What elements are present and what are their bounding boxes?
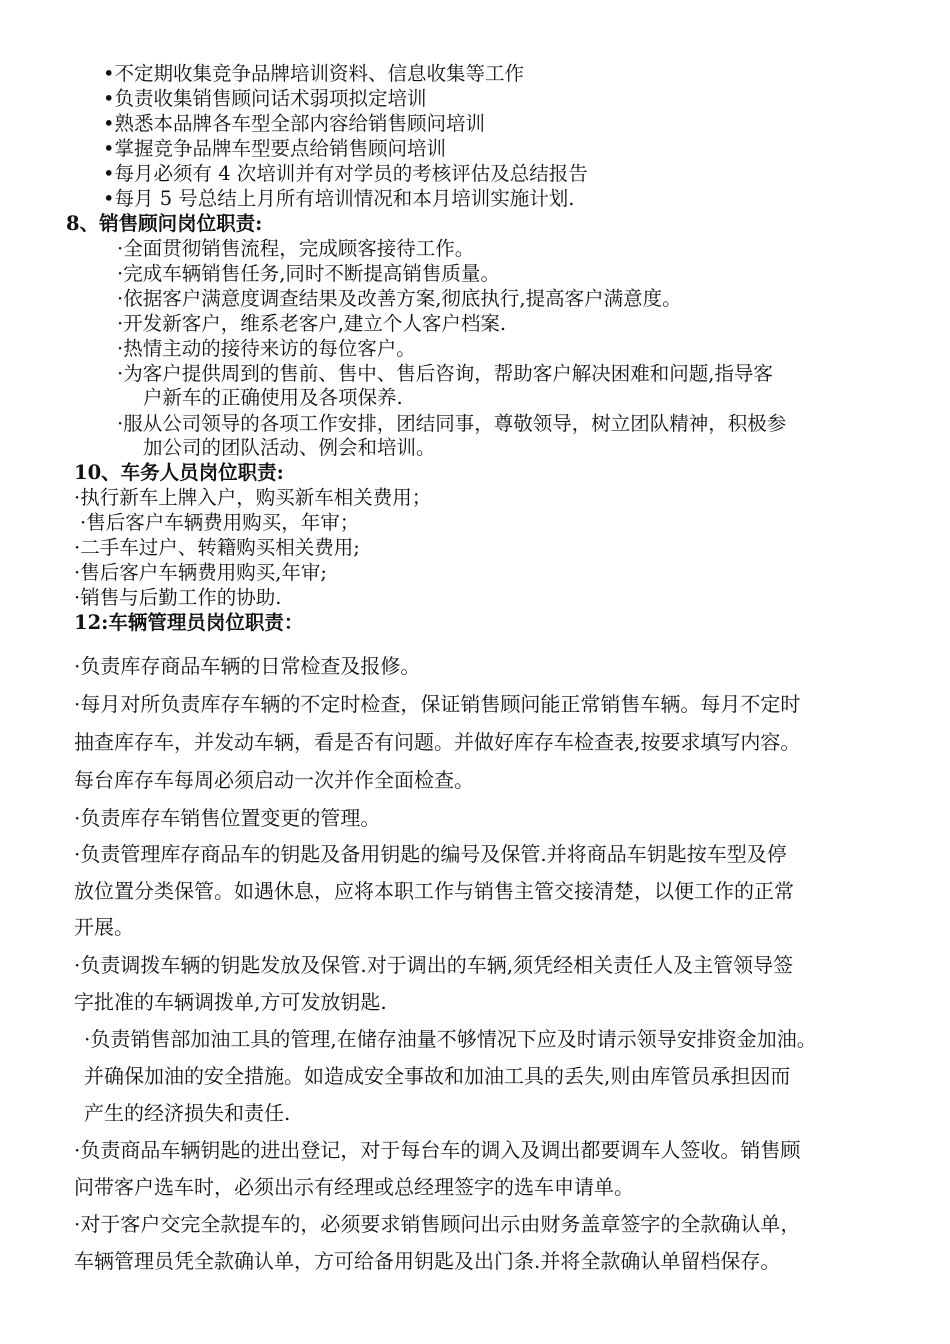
duty-line: ·售后客户车辆费用购买，年审；	[80, 511, 360, 534]
duty-line: ·热情主动的接待来访的每位客户。	[117, 337, 416, 360]
training-item: •负责收集销售顾问话术弱项拟定培训	[103, 87, 427, 110]
duty-line: ·依据客户满意度调查结果及改善方案,彻底执行,提高客户满意度。	[117, 287, 682, 310]
section-heading: 10、车务人员岗位职责:	[74, 461, 284, 484]
duty-line: ·售后客户车辆费用购买,年审;	[74, 561, 327, 584]
duty-line: ·负责商品车辆钥匙的进出登记，对于每台车的调入及调出都要调车人签收。销售顾	[74, 1138, 801, 1162]
duty-line: ·服从公司领导的各项工作安排，团结同事，尊敬领导，树立团队精神，积极参	[117, 412, 787, 435]
duty-line: 产生的经济损失和责任.	[84, 1101, 291, 1125]
training-item: •掌握竞争品牌车型要点给销售顾问培训	[103, 137, 447, 160]
duty-line: 车辆管理员凭全款确认单，方可给备用钥匙及出门条.并将全款确认单留档保存。	[74, 1249, 781, 1273]
duty-line: ·为客户提供周到的售前、售中、售后咨询，帮助客户解决困难和问题,指导客	[117, 362, 773, 385]
duty-line: ·负责管理库存商品车的钥匙及备用钥匙的编号及保管.并将商品车钥匙按车型及停	[74, 842, 787, 866]
duty-line: 问带客户选车时，必须出示有经理或总经理签字的选车申请单。	[74, 1175, 634, 1199]
section-heading: 12:车辆管理员岗位职责：	[74, 611, 304, 634]
duty-line: 字批准的车辆调拨单,方可发放钥匙.	[74, 990, 387, 1014]
duty-line: ·对于客户交完全款提车的，必须要求销售顾问出示由财务盖章签字的全款确认单，	[74, 1212, 801, 1236]
duty-line: 并确保加油的安全措施。如造成安全事故和加油工具的丢失,则由库管员承担因而	[84, 1064, 791, 1088]
duty-line: ·负责库存商品车辆的日常检查及报修。	[74, 654, 421, 678]
training-item: •每月 5 号总结上月所有培训情况和本月培训实施计划.	[103, 187, 575, 210]
duty-line: 开展。	[74, 915, 134, 939]
duty-line: ·二手车过户、转籍购买相关费用;	[74, 536, 360, 559]
duty-line: ·负责销售部加油工具的管理,在储存油量不够情况下应及时请示领导安排资金加油。	[84, 1027, 817, 1051]
training-item: •不定期收集竞争品牌培训资料、信息收集等工作	[103, 62, 525, 85]
section-heading: 8、销售顾问岗位职责:	[66, 212, 263, 235]
duty-line: ·负责调拨车辆的钥匙发放及保管.对于调出的车辆,须凭经相关责任人及主管领导签	[74, 953, 794, 977]
duty-line: ·销售与后勤工作的协助.	[74, 586, 282, 609]
duty-line: ·完成车辆销售任务,同时不断提高销售质量。	[117, 262, 500, 285]
duty-line: 加公司的团队活动、例会和培训。	[143, 436, 436, 459]
duty-line: 放位置分类保管。如遇休息，应将本职工作与销售主管交接清楚，以便工作的正常	[74, 879, 794, 903]
duty-line: ·开发新客户，维系老客户,建立个人客户档案.	[117, 312, 507, 335]
duty-line: ·每月对所负责库存车辆的不定时检查，保证销售顾问能正常销售车辆。每月不定时	[74, 692, 801, 716]
training-item: •每月必须有 4 次培训并有对学员的考核评估及总结报告	[103, 162, 588, 185]
duty-line: ·执行新车上牌入户，购买新车相关费用；	[74, 486, 432, 509]
duty-line: ·负责库存车销售位置变更的管理。	[74, 806, 381, 830]
duty-line: ·全面贯彻销售流程，完成顾客接待工作。	[117, 237, 475, 260]
duty-line: 户新车的正确使用及各项保养.	[143, 386, 403, 409]
duty-line: 每台库存车每周必须启动一次并作全面检查。	[74, 768, 474, 792]
duty-line: 抽查库存车，并发动车辆，看是否有问题。并做好库存车检查表,按要求填写内容。	[74, 730, 801, 754]
training-item: •熟悉本品牌各车型全部内容给销售顾问培训	[103, 112, 486, 135]
